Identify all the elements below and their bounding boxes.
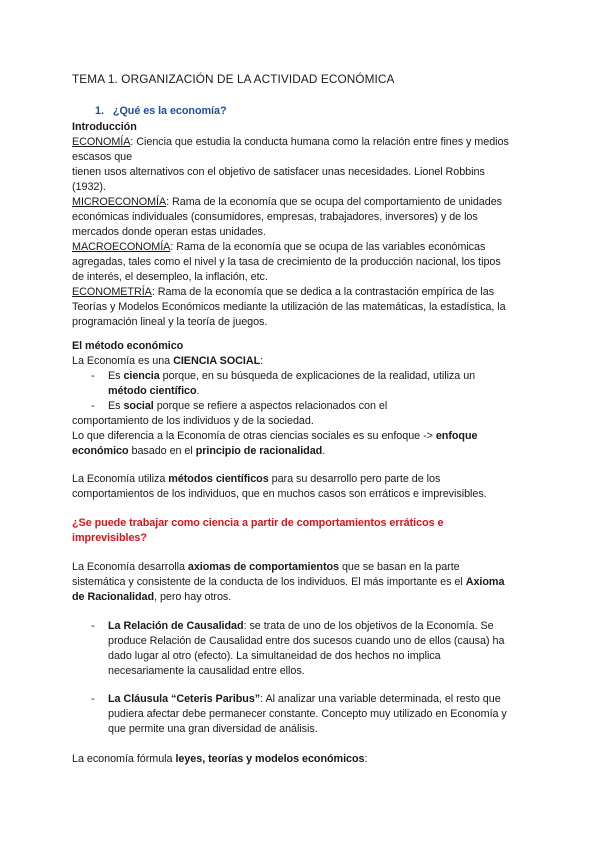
section-heading	[95, 104, 227, 119]
metodo-diferencia-line	[72, 444, 325, 459]
axiomas-para	[72, 560, 460, 575]
text: sistemática y consistente de la conducta de los individuos. El más importante es el	[72, 576, 466, 588]
page-title: TEMA 1. ORGANIZACIÓN DE LA ACTIVIDAD ECONÓMICA	[72, 72, 395, 86]
term-econometria: ECONOMETRÍA	[72, 286, 152, 298]
metodo-lead	[72, 354, 263, 369]
question-heading: ¿Se puede trabajar como ciencia a partir de comportamientos erráticos e	[72, 517, 444, 529]
text-bold: método científico	[108, 385, 197, 397]
def-economia-line: (1932).	[72, 181, 106, 193]
bullet-ciencia-line	[108, 384, 199, 399]
bullet-causalidad-line: necesariamente la causalidad entre ellos.	[108, 665, 305, 677]
text: : Al analizar una variable determinada, el resto que	[260, 693, 501, 705]
text: : se trata de uno de los objetivos de la Economía. Se	[243, 620, 494, 632]
term-macro: MACROECONOMÍA	[72, 241, 171, 253]
def-text: : Ciencia que estudia la conducta humana como la relación entre fines y medios	[130, 136, 509, 148]
text: La Economía desarrolla	[72, 561, 188, 573]
text: porque se refiere a aspectos relacionados con el	[153, 400, 388, 412]
text: .	[322, 445, 326, 457]
text-bold: ciencia	[123, 370, 160, 382]
def-economia	[72, 135, 509, 150]
text-bold: La Relación de Causalidad	[108, 620, 244, 632]
def-micro	[72, 195, 502, 210]
def-economia-line: escasos que	[72, 151, 133, 163]
def-econometria-line: programación lineal y la teoría de juegos.	[72, 316, 268, 328]
text: porque, en su búsqueda de explicaciones de la realidad, utiliza un	[159, 370, 476, 382]
def-economia-line: tienen usos alternativos con el objetivo de satisfacer unas necesidades. Lionel Robbins	[72, 166, 485, 178]
text: La Economía es una	[72, 355, 174, 367]
text: :	[260, 355, 264, 367]
def-text: : Rama de la economía que se ocupa del comportamiento de unidades	[166, 196, 502, 208]
text-bold: La Cláusula “Ceteris Paribus”	[108, 693, 261, 705]
def-micro-line: económicas individuales (consumidores, empresas, trabajadores, inversores) y de los	[72, 211, 478, 223]
text: .	[196, 385, 200, 397]
def-text: : Rama de la economía que se dedica a la contrastación empírica de las	[151, 286, 495, 298]
text-bold: axiomas de comportamientos	[187, 561, 339, 573]
section-heading-text: ¿Qué es la economía?	[112, 105, 227, 117]
bullet-causalidad-line: produce Relación de Causalidad entre dos sucesos cuando uno de ellos (causa) ha	[108, 635, 505, 647]
section-number: 1.	[95, 105, 104, 117]
bullet-causalidad-line: dado lugar al otro (efecto). La simultaneidad de dos hechos no implica	[108, 650, 441, 662]
text: :	[364, 753, 368, 765]
metodo-diferencia	[72, 429, 477, 444]
def-macro-line: agregadas, tales como el nivel y la tasa de crecimiento de la producción nacional, los tipos	[72, 256, 501, 268]
text-bold: Axioma	[465, 576, 505, 588]
text: para su desarrollo pero parte de los	[268, 473, 441, 485]
axiomas-para-line	[72, 575, 504, 590]
bullet-causalidad	[108, 619, 494, 634]
text-bold: social	[123, 400, 154, 412]
def-macro-line: de interés, el desempleo, la inflación, etc.	[72, 271, 268, 283]
text-bold: leyes, teorías y modelos económicos	[175, 753, 365, 765]
bullet-ciencia	[108, 369, 475, 384]
text: La economía fórmula	[72, 753, 176, 765]
intro-heading: Introducción	[72, 121, 137, 133]
final-line	[72, 752, 367, 767]
bullet-dash: -	[91, 620, 95, 632]
question-heading-line: imprevisibles?	[72, 532, 147, 544]
bullet-social-line: comportamiento de los individuos y de la sociedad.	[72, 415, 314, 427]
text: Lo que diferencia a la Economía de otras ciencias sociales es su enfoque ->	[72, 430, 436, 442]
def-macro	[72, 240, 485, 255]
bullet-dash: -	[91, 693, 95, 705]
text: Es	[108, 370, 124, 382]
text: Es	[108, 400, 124, 412]
metodo-heading: El método económico	[72, 340, 184, 352]
text: basado en el	[128, 445, 196, 457]
bullet-ceteris-line: pudiera afectar debe permanecer constante. Concepto muy utilizado en Economía y	[108, 708, 507, 720]
text: que se basan en la parte	[339, 561, 460, 573]
text: La Economía utiliza	[72, 473, 169, 485]
def-econometria-line: Teorías y Modelos Económicos mediante la utilización de las matemáticas, la estadística, la	[72, 301, 506, 313]
def-text: : Rama de la economía que se ocupa de las variables económicas	[170, 241, 486, 253]
metodo-utiliza-line: comportamientos de los individuos, que en muchos casos son erráticos e imprevisibles.	[72, 488, 487, 500]
axiomas-para-line	[72, 590, 231, 605]
bullet-ceteris-line: que permite una gran diversidad de análisis.	[108, 723, 318, 735]
bullet-dash: -	[91, 400, 95, 412]
text-bold: principio de racionalidad	[195, 445, 323, 457]
def-micro-line: mercados donde operan estas unidades.	[72, 226, 266, 238]
term-micro: MICROECONOMÍA	[72, 196, 167, 208]
text-bold: métodos científicos	[168, 473, 269, 485]
bullet-social	[108, 399, 387, 414]
text-bold: enfoque	[435, 430, 478, 442]
metodo-utiliza	[72, 472, 440, 487]
bullet-ceteris	[108, 692, 501, 707]
bullet-dash: -	[91, 370, 95, 382]
def-econometria	[72, 285, 494, 300]
text: , pero hay otros.	[154, 591, 232, 603]
text-bold: de Racionalidad	[72, 591, 155, 603]
text-bold: CIENCIA SOCIAL	[173, 355, 261, 367]
term-economia: ECONOMÍA	[72, 136, 131, 148]
text-bold: económico	[72, 445, 129, 457]
